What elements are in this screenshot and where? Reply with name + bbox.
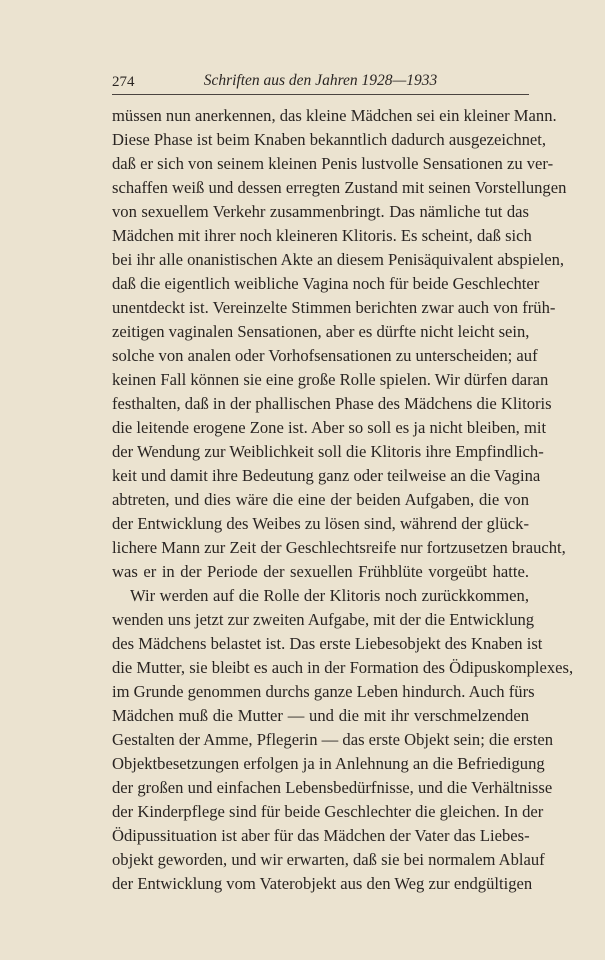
text-line: Ödipussituation ist aber für das Mädchen der Vater das Liebes- bbox=[112, 826, 530, 845]
text-line: keinen Fall können sie eine große Rolle spielen. Wir dürfen daran bbox=[112, 370, 549, 389]
text-line: Diese Phase ist beim Knaben bekanntlich dadurch ausgezeichnet, bbox=[112, 130, 547, 149]
running-header bbox=[112, 72, 529, 95]
paragraph-2 bbox=[112, 584, 574, 896]
text-line: die Mutter, sie bleibt es auch in der Formation des Ödipuskomplexes, bbox=[112, 658, 574, 677]
text-line: zeitigen vaginalen Sensationen, aber es dürfte nicht leicht sein, bbox=[112, 322, 530, 341]
text-line: der Entwicklung des Weibes zu lösen sind, während der glück- bbox=[112, 514, 529, 533]
text-line: abtreten, und dies wäre die eine der beiden Aufgaben, die von bbox=[112, 490, 529, 509]
text-line: solche von analen oder Vorhofsensationen zu unterscheiden; auf bbox=[112, 346, 538, 365]
running-title: Schriften aus den Jahren 1928—1933 bbox=[203, 72, 438, 89]
text-line: schaffen weiß und dessen erregten Zustand mit seinen Vorstellungen bbox=[112, 178, 567, 197]
page-number: 274 bbox=[112, 74, 135, 90]
text-line: bei ihr alle onanistischen Akte an diesem Penisäquivalent abspielen, bbox=[112, 250, 565, 269]
text-line: keit und damit ihre Bedeutung ganz oder teilweise an die Vagina bbox=[112, 466, 541, 485]
text-line: die leitende erogene Zone ist. Aber so soll es ja nicht bleiben, mit bbox=[112, 418, 547, 437]
text-line: daß die eigentlich weibliche Vagina noch für beide Geschlechter bbox=[112, 274, 540, 293]
text-line: der Wendung zur Weiblichkeit soll die Klitoris ihre Empfindlich- bbox=[112, 442, 544, 461]
text-line: Wir werden auf die Rolle der Klitoris noch zurückkommen, bbox=[130, 586, 529, 605]
text-line: Objektbesetzungen erfolgen ja in Anlehnung an die Befriedigung bbox=[112, 754, 545, 773]
paragraph-1 bbox=[112, 104, 567, 584]
text-line: wenden uns jetzt zur zweiten Aufgabe, mit der die Entwicklung bbox=[112, 610, 535, 629]
text-line: von sexuellem Verkehr zusammenbringt. Das nämliche tut das bbox=[112, 202, 529, 221]
text-line: der großen und einfachen Lebensbedürfnisse, und die Verhältnisse bbox=[112, 778, 553, 797]
text-line: festhalten, daß in der phallischen Phase des Mädchens die Klitoris bbox=[112, 394, 552, 413]
text-line: daß er sich von seinem kleinen Penis lustvolle Sensationen zu ver- bbox=[112, 154, 554, 173]
text-line: objekt geworden, und wir erwarten, daß sie bei normalem Ablauf bbox=[112, 850, 545, 869]
text-line: Gestalten der Amme, Pflegerin — das erste Objekt sein; die ersten bbox=[112, 730, 553, 749]
text-line: unentdeckt ist. Vereinzelte Stimmen berichten zwar auch von früh- bbox=[112, 298, 556, 317]
text-line: was er in der Periode der sexuellen Frühblüte vorgeübt hatte. bbox=[112, 562, 529, 581]
text-line: müssen nun anerkennen, das kleine Mädchen sei ein kleiner Mann. bbox=[112, 106, 557, 125]
text-line: des Mädchens belastet ist. Das erste Liebesobjekt des Knaben ist bbox=[112, 634, 543, 653]
text-line: der Kinderpflege sind für beide Geschlechter die gleichen. In der bbox=[112, 802, 544, 821]
text-line: der Entwicklung vom Vaterobjekt aus den Weg zur endgültigen bbox=[112, 874, 533, 893]
text-line: lichere Mann zur Zeit der Geschlechtsreife nur fortzusetzen braucht, bbox=[112, 538, 566, 557]
text-line: Mädchen muß die Mutter — und die mit ihr verschmelzenden bbox=[112, 706, 529, 725]
body-text bbox=[112, 104, 574, 896]
text-line: im Grunde genommen durchs ganze Leben hindurch. Auch fürs bbox=[112, 682, 535, 701]
text-line: Mädchen mit ihrer noch kleineren Klitoris. Es scheint, daß sich bbox=[112, 226, 532, 245]
